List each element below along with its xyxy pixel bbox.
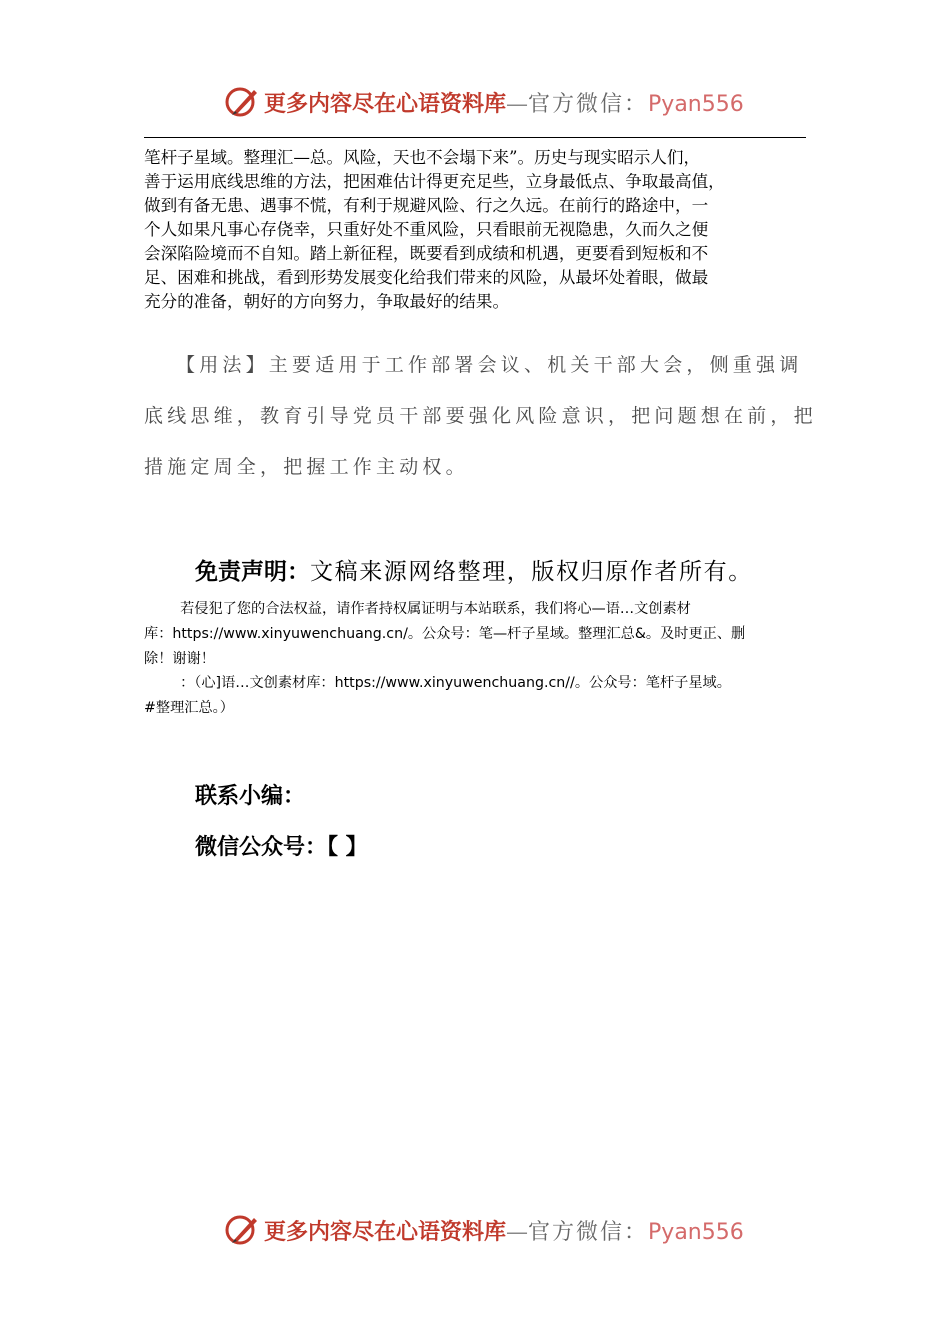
banner-dash: —: [506, 1219, 529, 1245]
body-line: 笔杆子星域。整理汇—总。风险，天也不会塌下来”。历史与现实昭示人们，: [144, 148, 701, 167]
banner-lead: 更多内容尽在心语资料库: [264, 1218, 507, 1245]
source-line: ：（心]语…文创素材库：https://www.xinyuwenchuang.cn//。公众号：笔杆子星域。: [144, 675, 731, 691]
body-paragraph: [144, 146, 808, 314]
notice-line: 若侵犯了您的合法权益，请作者持权属证明与本站联系，我们将心—语…文创素材: [144, 601, 691, 617]
body-line: 善于运用底线思维的方法，把困难估计得更充足些，立身最低点、争取最高值，: [144, 172, 725, 191]
banner-text: [264, 1215, 744, 1246]
banner-wechat-id: Pyan556: [648, 91, 744, 117]
disclaimer-notice: [144, 597, 824, 672]
body-line: 充分的准备，朝好的方向努力，争取最好的结果。: [144, 292, 510, 311]
quill-pen-logo-icon: [224, 84, 260, 120]
disclaimer-lead: 免责声明：: [195, 559, 310, 585]
notice-line: 库：https://www.xinyuwenchuang.cn/。公众号：笔—杆子星域。整理汇总&。及时更正、删: [144, 626, 746, 642]
usage-paragraph: [144, 340, 817, 493]
usage-line: 【用法】主要适用于工作部署会议、机关干部大会，侧重强调: [176, 354, 803, 376]
body-line: 个人如果凡事心存侥幸，只重好处不重风险，只看眼前无视隐患，久而久之便: [144, 220, 709, 239]
contact-editor-label: 联系小编：: [195, 784, 306, 809]
banner-lead: 更多内容尽在心语资料库: [264, 90, 507, 117]
source-line: #整理汇总。）: [144, 700, 234, 716]
quill-pen-logo-icon: [224, 1212, 260, 1248]
disclaimer-statement: 文稿来源网络整理，版权归原作者所有。: [310, 559, 753, 585]
disclaimer-heading: [195, 553, 753, 586]
banner-official-label: 官方微信：: [528, 91, 649, 117]
usage-line: 措施定周全，把握工作主动权。: [144, 456, 469, 478]
header-banner: [224, 82, 744, 122]
banner-text: [264, 87, 744, 118]
banner-wechat-id: Pyan556: [648, 1219, 744, 1245]
body-line: 做到有备无患、遇事不慌，有利于规避风险、行之久远。在前行的路途中，一: [144, 196, 709, 215]
usage-line: 底线思维，教育引导党员干部要强化风险意识，把问题想在前，把: [144, 405, 817, 427]
banner-official-label: 官方微信：: [528, 1219, 649, 1245]
wechat-account-label: 微信公众号：【 】: [195, 835, 368, 860]
body-line: 会深陷险境而不自知。踏上新征程，既要看到成绩和机遇，更要看到短板和不: [144, 244, 709, 263]
banner-dash: —: [506, 91, 529, 117]
body-line: 足、困难和挑战，看到形势发展变化给我们带来的风险，从最坏处着眼，做最: [144, 268, 709, 287]
footer-banner: [224, 1210, 744, 1250]
disclaimer-source: [144, 671, 824, 721]
notice-line: 除！谢谢！: [144, 651, 215, 667]
header-divider: [144, 137, 806, 138]
